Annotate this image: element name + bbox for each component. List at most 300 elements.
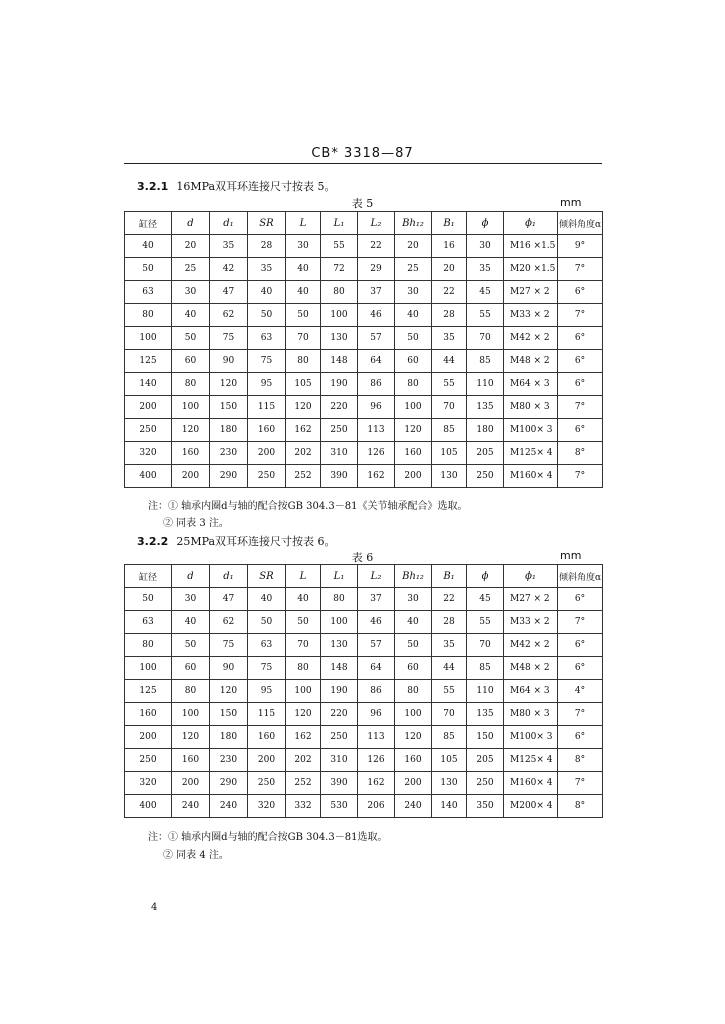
table-cell: 202 (286, 749, 321, 772)
table-cell: 180 (210, 419, 248, 442)
table-cell: 150 (467, 726, 504, 749)
table-cell: 100 (172, 396, 210, 419)
table-cell: 332 (286, 795, 321, 818)
table-cell: 252 (286, 772, 321, 795)
table-cell: 7° (558, 465, 603, 488)
table-cell: 80 (286, 657, 321, 680)
table-cell: 57 (358, 634, 395, 657)
table-cell: M160× 4 (504, 772, 558, 795)
table-row (125, 749, 603, 772)
table-cell: 6° (558, 588, 603, 611)
table-cell: 35 (210, 235, 248, 258)
page-header-title: CB* 3318—87 (311, 146, 414, 161)
table-cell: 40 (395, 611, 432, 634)
table-cell: 200 (395, 465, 432, 488)
table-cell: 62 (210, 611, 248, 634)
table-cell: 62 (210, 304, 248, 327)
table-cell: 180 (210, 726, 248, 749)
table-cell: 120 (286, 703, 321, 726)
table-cell: 160 (172, 749, 210, 772)
table-cell: 130 (321, 634, 358, 657)
table-cell: 105 (432, 749, 467, 772)
section-number: 3.2.1 (137, 180, 169, 193)
table-cell: 160 (248, 726, 286, 749)
table-cell: 400 (125, 465, 172, 488)
table-row (125, 611, 603, 634)
table-cell: 252 (286, 465, 321, 488)
table-cell: 80 (125, 634, 172, 657)
table-cell: 90 (210, 657, 248, 680)
table-cell: 250 (125, 419, 172, 442)
table-cell: 100 (321, 304, 358, 327)
table-row (125, 373, 603, 396)
table-cell: 40 (125, 235, 172, 258)
column-header: d₁ (210, 212, 248, 235)
table-cell: 80 (286, 350, 321, 373)
table-cell: 162 (358, 772, 395, 795)
table-cell: 200 (125, 396, 172, 419)
table-cell: 130 (321, 327, 358, 350)
table-row (125, 235, 603, 258)
table-cell: 40 (248, 281, 286, 304)
column-header: ϕ₁ (504, 565, 558, 588)
table-cell: 135 (467, 396, 504, 419)
table-cell: 120 (210, 680, 248, 703)
table-6-unit: mm (560, 549, 582, 562)
table-cell: 150 (210, 703, 248, 726)
table-cell: 120 (172, 726, 210, 749)
table-cell: 44 (432, 350, 467, 373)
table-cell: 40 (172, 611, 210, 634)
table-row (125, 465, 603, 488)
table-row (125, 442, 603, 465)
table-cell: 80 (172, 680, 210, 703)
table-cell: 96 (358, 396, 395, 419)
column-header: L (286, 565, 321, 588)
table-cell: 120 (395, 419, 432, 442)
table-cell: 7° (558, 611, 603, 634)
table-cell: 75 (248, 350, 286, 373)
table-cell: 30 (467, 235, 504, 258)
section-number: 3.2.2 (137, 535, 169, 548)
table-5 (124, 211, 603, 488)
table-cell: 70 (286, 634, 321, 657)
section-text: 16MPa双耳环连接尺寸按表 5。 (176, 180, 336, 193)
table-cell: 57 (358, 327, 395, 350)
table-cell: 55 (467, 304, 504, 327)
table-cell: 7° (558, 396, 603, 419)
table-cell: 100 (286, 680, 321, 703)
table-cell: 120 (395, 726, 432, 749)
table-cell: 4° (558, 680, 603, 703)
table-cell: 100 (125, 657, 172, 680)
table-cell: 29 (358, 258, 395, 281)
table-cell: 250 (125, 749, 172, 772)
table-cell: 80 (172, 373, 210, 396)
table-cell: 63 (125, 281, 172, 304)
section-3-2-1-heading (137, 178, 336, 194)
table-cell: 150 (210, 396, 248, 419)
table-cell: 200 (172, 465, 210, 488)
table-cell: 162 (286, 419, 321, 442)
table-cell: 50 (248, 611, 286, 634)
table-cell: 37 (358, 588, 395, 611)
table-cell: M100× 3 (504, 419, 558, 442)
table-6-caption: 表 6 (351, 551, 374, 564)
table-cell: 60 (395, 657, 432, 680)
table-row (125, 327, 603, 350)
table-cell: 50 (125, 258, 172, 281)
table-cell: 63 (125, 611, 172, 634)
table-cell: M125× 4 (504, 749, 558, 772)
table-cell: 320 (125, 772, 172, 795)
table-cell: 20 (432, 258, 467, 281)
table-cell: 100 (321, 611, 358, 634)
table-cell: 125 (125, 350, 172, 373)
table-cell: 6° (558, 657, 603, 680)
table-row (125, 396, 603, 419)
table-5-note-1: 注：① 轴承内圈d与轴的配合按GB 304.3－81《关节轴承配合》选取。 (148, 501, 468, 512)
table-cell: M48 × 2 (504, 350, 558, 373)
table-6-note-1: 注：① 轴承内圈d与轴的配合按GB 304.3－81选取。 (148, 832, 388, 843)
table-cell: 7° (558, 772, 603, 795)
table-cell: 75 (210, 634, 248, 657)
table-cell: 7° (558, 258, 603, 281)
table-cell: 290 (210, 465, 248, 488)
table-cell: 240 (210, 795, 248, 818)
table-cell: 45 (467, 281, 504, 304)
table-cell: 6° (558, 350, 603, 373)
table-cell: 310 (321, 749, 358, 772)
table-cell: 70 (432, 703, 467, 726)
table-cell: 70 (286, 327, 321, 350)
table-cell: 60 (172, 657, 210, 680)
table-cell: 85 (467, 657, 504, 680)
table-cell: 22 (432, 588, 467, 611)
table-cell: 8° (558, 795, 603, 818)
table-cell: 6° (558, 634, 603, 657)
table-cell: 110 (467, 680, 504, 703)
table-cell: M200× 4 (504, 795, 558, 818)
table-cell: 220 (321, 396, 358, 419)
table-cell: 75 (248, 657, 286, 680)
table-cell: 45 (467, 588, 504, 611)
table-row (125, 304, 603, 327)
table-cell: 30 (172, 281, 210, 304)
table-cell: 80 (321, 588, 358, 611)
table-cell: 126 (358, 749, 395, 772)
column-header: SR (248, 212, 286, 235)
table-cell: 105 (286, 373, 321, 396)
table-cell: 148 (321, 350, 358, 373)
table-cell: M125× 4 (504, 442, 558, 465)
table-cell: 100 (395, 396, 432, 419)
column-header: d₁ (210, 565, 248, 588)
table-cell: 70 (467, 634, 504, 657)
table-cell: 6° (558, 327, 603, 350)
column-header: L₂ (358, 212, 395, 235)
table-cell: 80 (321, 281, 358, 304)
column-header: 倾斜角度α (558, 212, 603, 235)
table-cell: 125 (125, 680, 172, 703)
table-row (125, 588, 603, 611)
table-cell: 230 (210, 442, 248, 465)
table-cell: 72 (321, 258, 358, 281)
table-cell: 63 (248, 634, 286, 657)
table-cell: M33 × 2 (504, 611, 558, 634)
table-cell: 55 (467, 611, 504, 634)
table-cell: 190 (321, 373, 358, 396)
table-row (125, 680, 603, 703)
column-header: L (286, 212, 321, 235)
table-cell: 30 (395, 588, 432, 611)
table-cell: 96 (358, 703, 395, 726)
table-6-note-2: ② 同表 4 注。 (163, 850, 229, 861)
table-cell: 50 (172, 327, 210, 350)
table-cell: 44 (432, 657, 467, 680)
table-cell: 85 (432, 419, 467, 442)
table-cell: 60 (172, 350, 210, 373)
table-cell: 50 (248, 304, 286, 327)
table-cell: 55 (432, 373, 467, 396)
column-header: Bh₁₂ (395, 212, 432, 235)
table-cell: M42 × 2 (504, 327, 558, 350)
column-header: d (172, 212, 210, 235)
table-cell: 162 (358, 465, 395, 488)
table-row (125, 772, 603, 795)
table-cell: 6° (558, 726, 603, 749)
table-cell: 140 (125, 373, 172, 396)
table-cell: 35 (248, 258, 286, 281)
table-cell: 115 (248, 703, 286, 726)
table-cell: 113 (358, 726, 395, 749)
table-cell: 8° (558, 749, 603, 772)
table-cell: 85 (467, 350, 504, 373)
table-cell: 148 (321, 657, 358, 680)
table-cell: 28 (432, 304, 467, 327)
table-5-unit: mm (560, 196, 582, 209)
table-cell: M48 × 2 (504, 657, 558, 680)
column-header: 缸径 (125, 212, 172, 235)
table-cell: 46 (358, 304, 395, 327)
header-rule (124, 163, 602, 164)
table-cell: 105 (432, 442, 467, 465)
table-cell: 120 (286, 396, 321, 419)
table-cell: M80 × 3 (504, 396, 558, 419)
table-cell: 400 (125, 795, 172, 818)
table-header-row (125, 565, 603, 588)
table-cell: 47 (210, 281, 248, 304)
table-cell: 60 (395, 350, 432, 373)
table-cell: 46 (358, 611, 395, 634)
table-cell: 7° (558, 304, 603, 327)
table-cell: 220 (321, 703, 358, 726)
table-row (125, 350, 603, 373)
table-row (125, 419, 603, 442)
column-header: d (172, 565, 210, 588)
table-cell: 200 (172, 772, 210, 795)
table-cell: 100 (172, 703, 210, 726)
table-cell: M33 × 2 (504, 304, 558, 327)
table-cell: 250 (467, 772, 504, 795)
table-cell: 85 (432, 726, 467, 749)
table-cell: 22 (358, 235, 395, 258)
table-cell: M16 ×1.5 (504, 235, 558, 258)
table-cell: 160 (248, 419, 286, 442)
table-row (125, 281, 603, 304)
table-cell: 115 (248, 396, 286, 419)
table-cell: 8° (558, 442, 603, 465)
section-3-2-2-heading (137, 533, 336, 549)
table-cell: M160× 4 (504, 465, 558, 488)
table-cell: 70 (432, 396, 467, 419)
table-cell: 80 (395, 680, 432, 703)
table-cell: M42 × 2 (504, 634, 558, 657)
column-header: B₁ (432, 565, 467, 588)
section-text: 25MPa双耳环连接尺寸按表 6。 (176, 535, 336, 548)
table-cell: 126 (358, 442, 395, 465)
table-cell: 250 (467, 465, 504, 488)
table-row (125, 726, 603, 749)
column-header: 缸径 (125, 565, 172, 588)
page-number: 4 (151, 902, 158, 913)
table-cell: M27 × 2 (504, 281, 558, 304)
table-row (125, 258, 603, 281)
table-cell: 390 (321, 772, 358, 795)
table-cell: 6° (558, 419, 603, 442)
table-cell: 50 (286, 304, 321, 327)
table-cell: 320 (248, 795, 286, 818)
table-5-note-2: ② 同表 3 注。 (163, 518, 229, 529)
table-cell: 205 (467, 749, 504, 772)
table-cell: M20 ×1.5 (504, 258, 558, 281)
column-header: SR (248, 565, 286, 588)
table-row (125, 634, 603, 657)
table-cell: 390 (321, 465, 358, 488)
table-cell: 162 (286, 726, 321, 749)
table-cell: 350 (467, 795, 504, 818)
table-cell: 28 (248, 235, 286, 258)
table-cell: M80 × 3 (504, 703, 558, 726)
table-cell: 40 (172, 304, 210, 327)
table-cell: 86 (358, 373, 395, 396)
table-cell: 100 (395, 703, 432, 726)
table-cell: 240 (395, 795, 432, 818)
table-cell: M64 × 3 (504, 373, 558, 396)
table-cell: 30 (172, 588, 210, 611)
table-cell: 9° (558, 235, 603, 258)
table-cell: 28 (432, 611, 467, 634)
table-cell: 50 (125, 588, 172, 611)
table-cell: 190 (321, 680, 358, 703)
table-cell: 310 (321, 442, 358, 465)
table-cell: 200 (248, 749, 286, 772)
table-cell: 120 (210, 373, 248, 396)
table-cell: 55 (432, 680, 467, 703)
column-header: 倾斜角度α (558, 565, 603, 588)
table-cell: 80 (395, 373, 432, 396)
table-row (125, 703, 603, 726)
table-cell: 205 (467, 442, 504, 465)
table-5-caption: 表 5 (351, 197, 374, 210)
table-cell: 50 (172, 634, 210, 657)
table-cell: 135 (467, 703, 504, 726)
table-cell: 130 (432, 772, 467, 795)
table-cell: 47 (210, 588, 248, 611)
table-cell: 63 (248, 327, 286, 350)
table-cell: 6° (558, 281, 603, 304)
table-cell: 130 (432, 465, 467, 488)
table-cell: 160 (172, 442, 210, 465)
table-cell: 40 (286, 281, 321, 304)
table-cell: 113 (358, 419, 395, 442)
column-header: L₁ (321, 565, 358, 588)
table-row (125, 795, 603, 818)
table-cell: 25 (172, 258, 210, 281)
table-cell: 70 (467, 327, 504, 350)
table-cell: 250 (248, 465, 286, 488)
table-cell: 250 (321, 726, 358, 749)
table-cell: 42 (210, 258, 248, 281)
column-header: ϕ (467, 212, 504, 235)
table-cell: 250 (248, 772, 286, 795)
table-cell: M27 × 2 (504, 588, 558, 611)
table-cell: 37 (358, 281, 395, 304)
table-cell: 240 (172, 795, 210, 818)
table-cell: 530 (321, 795, 358, 818)
table-cell: 16 (432, 235, 467, 258)
table-cell: 40 (286, 588, 321, 611)
table-cell: 160 (395, 749, 432, 772)
table-cell: 75 (210, 327, 248, 350)
table-cell: 55 (321, 235, 358, 258)
table-cell: 64 (358, 657, 395, 680)
table-cell: 20 (395, 235, 432, 258)
column-header: ϕ (467, 565, 504, 588)
table-cell: 25 (395, 258, 432, 281)
table-cell: 50 (395, 327, 432, 350)
table-cell: 90 (210, 350, 248, 373)
table-cell: 160 (125, 703, 172, 726)
column-header: L₁ (321, 212, 358, 235)
column-header: ϕ₁ (504, 212, 558, 235)
table-cell: 160 (395, 442, 432, 465)
table-row (125, 657, 603, 680)
table-cell: 95 (248, 680, 286, 703)
column-header: Bh₁₂ (395, 565, 432, 588)
table-cell: 120 (172, 419, 210, 442)
table-cell: 202 (286, 442, 321, 465)
table-cell: 50 (395, 634, 432, 657)
table-cell: 86 (358, 680, 395, 703)
table-cell: 22 (432, 281, 467, 304)
table-cell: 7° (558, 703, 603, 726)
table-cell: 230 (210, 749, 248, 772)
table-cell: 40 (286, 258, 321, 281)
table-cell: 50 (286, 611, 321, 634)
table-header-row (125, 212, 603, 235)
table-cell: M64 × 3 (504, 680, 558, 703)
table-cell: 40 (248, 588, 286, 611)
column-header: B₁ (432, 212, 467, 235)
table-cell: 200 (395, 772, 432, 795)
table-cell: 110 (467, 373, 504, 396)
table-cell: 95 (248, 373, 286, 396)
table-cell: 80 (125, 304, 172, 327)
table-cell: 20 (172, 235, 210, 258)
table-cell: 250 (321, 419, 358, 442)
table-cell: 30 (286, 235, 321, 258)
